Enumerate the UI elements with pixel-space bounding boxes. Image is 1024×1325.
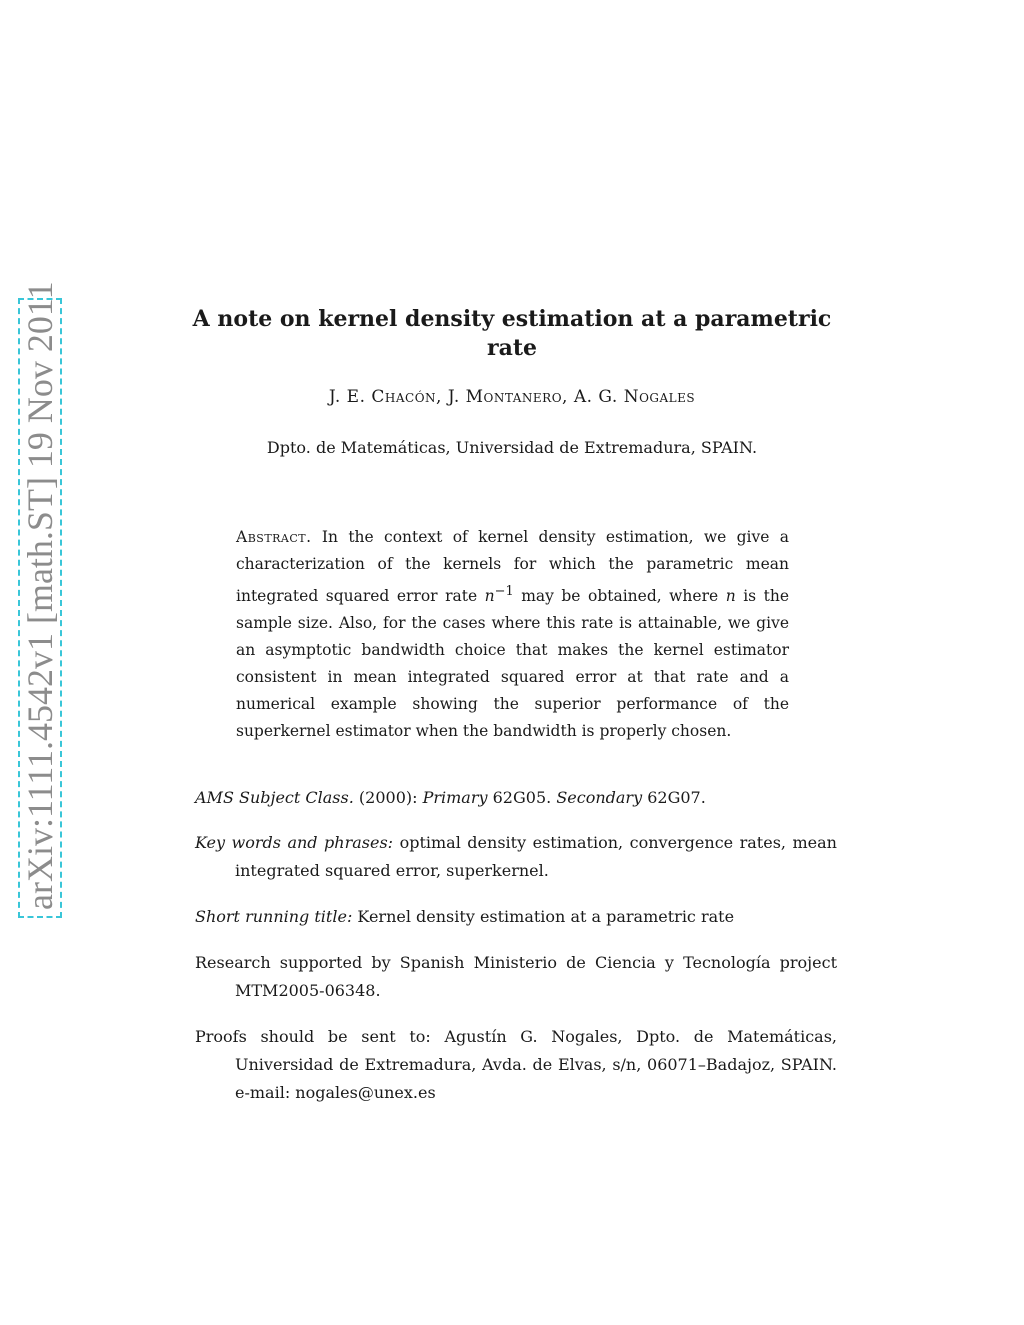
abstract (236, 524, 789, 745)
ams-primary-label: Primary (422, 788, 488, 807)
running-title-label: Short running title: (195, 907, 353, 926)
abstract-text-part-2: may be obtained, where (521, 587, 719, 606)
rate-exponent: −1 (494, 584, 514, 599)
correspondence-note: Proofs should be sent to: Agustín G. Nogales, Dpto. de Matemáticas, Universidad de Extremadura, Avda. de Elvas, s/n, 06071–Badajoz, SPAIN. e-mail: nogales@unex.es (195, 1027, 837, 1102)
ams-year: (2000): (358, 788, 418, 807)
abstract-label: Abstract. (236, 528, 312, 546)
sample-size-symbol: n (725, 587, 736, 606)
ams-secondary-label: Secondary (556, 788, 643, 807)
abstract-text-part-3: is the sample size. Also, for the cases where this rate is attainable, we give an asymptotic bandwidth choice that makes the kernel estimator consistent in mean integrated squared error at that rate and a numerical example showing the superior performance of the superkernel estimator when the bandwidth is properly chosen. (236, 587, 790, 741)
paper-title: A note on kernel density estimation at a parametric rate (192, 306, 832, 361)
abstract-text-part-1: In the context of kernel density estimation, we give a characterization of the kernels for which the parametric mean integrated squared error rate (236, 528, 789, 606)
keywords-label: Key words and phrases: (195, 833, 394, 852)
keywords (195, 829, 837, 885)
running-title-text: Kernel density estimation at a parametric rate (357, 907, 735, 926)
author-list: J. E. Chacón, J. Montanero, A. G. Nogales (328, 387, 696, 407)
ams-secondary-code: 62G07. (647, 788, 706, 807)
keywords-text: optimal density estimation, convergence rates, mean integrated squared error, superkernel. (235, 833, 837, 880)
funding-note: Research supported by Spanish Ministerio de Ciencia y Tecnología project MTM2005-06348. (195, 953, 837, 1000)
ams-label: AMS Subject Class. (195, 788, 354, 807)
running-title (195, 903, 837, 931)
arxiv-identifier[interactable]: arXiv:1111.4542v1 [math.ST] 19 Nov 2011 (20, 281, 60, 910)
affiliation: Dpto. de Matemáticas, Universidad de Extremadura, SPAIN. (266, 438, 758, 457)
ams-primary-code: 62G05. (492, 788, 552, 807)
rate-base-symbol: n (484, 587, 495, 606)
ams-classification (195, 784, 837, 812)
